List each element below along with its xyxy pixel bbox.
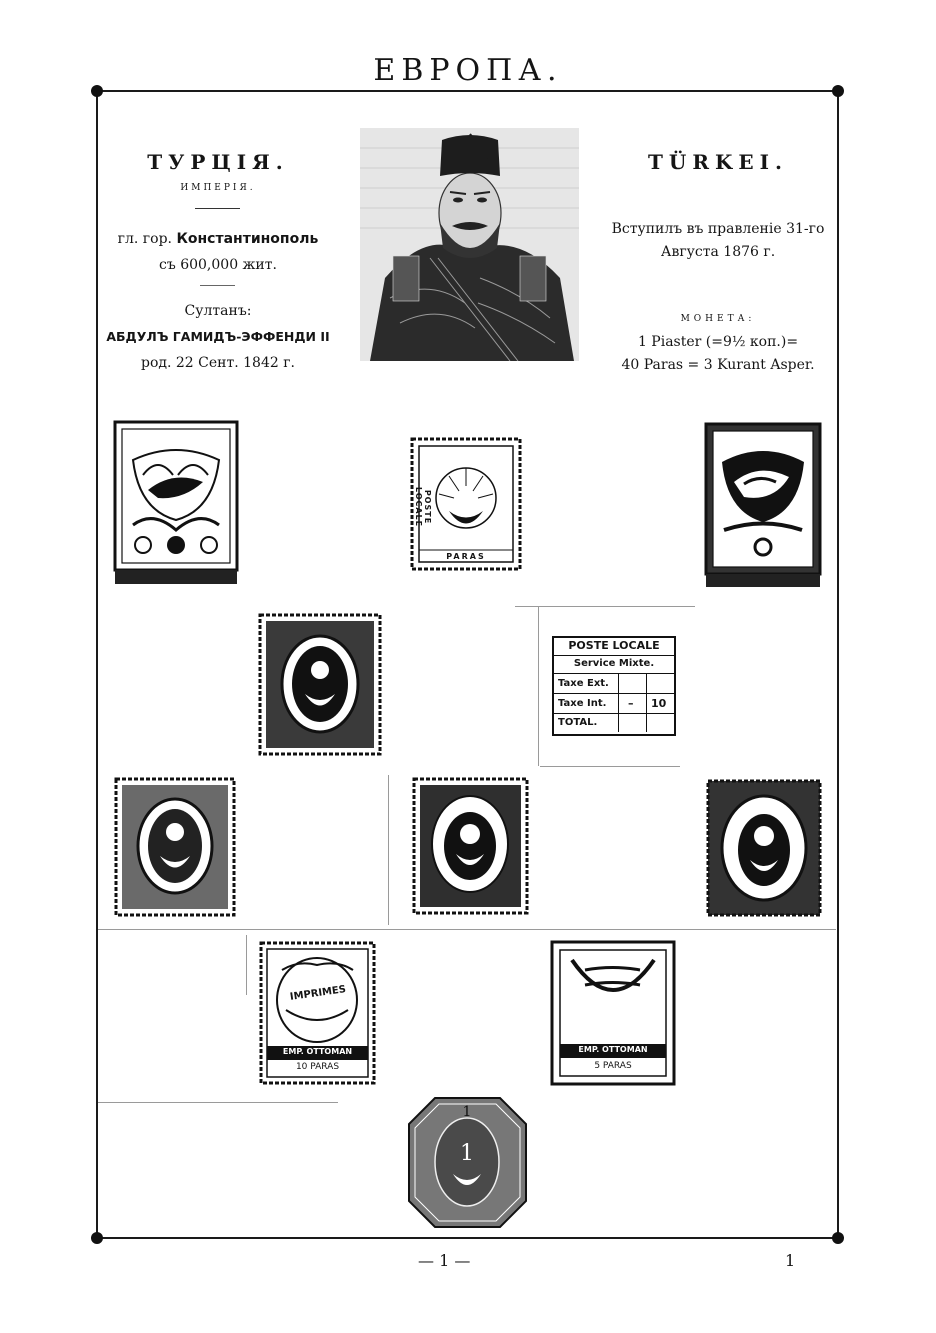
- label-row: Taxe Int.: [558, 698, 607, 709]
- label-dash: –: [628, 697, 634, 710]
- poste-locale-text: POSTE LOCALE: [414, 486, 432, 528]
- value-5-paras: 5 PARAS: [594, 1061, 632, 1071]
- stamp-tughra-1: [113, 420, 239, 585]
- label-service: Service Mixte.: [573, 658, 655, 669]
- frame-corner-dot: [91, 1232, 103, 1244]
- empire-ottoman-text: EMP. OTTOMAN: [578, 1045, 648, 1054]
- guide-line: [98, 1102, 338, 1103]
- page-number-center: — 1 —: [418, 1251, 471, 1270]
- page-title: ЕВРОПА.: [373, 53, 563, 88]
- label-value: 10: [651, 697, 667, 710]
- ruler-name: АБДУЛЪ ГАМИДЪ-ЭФФЕНДИ II: [106, 329, 330, 344]
- reign-line-2: Августа 1876 г.: [660, 244, 776, 260]
- poste-locale-label: [552, 636, 676, 736]
- capital-name: Константинополь: [176, 231, 319, 247]
- currency-line-2: 40 Paras = 3 Kurant Asper.: [621, 357, 815, 373]
- stamp-crescent-4: [705, 778, 823, 918]
- stamp-crescent-1: [257, 612, 383, 757]
- divider: [195, 208, 240, 209]
- stamp-crescent-2: [113, 776, 237, 918]
- label-title: POSTE LOCALE: [568, 639, 660, 652]
- currency-line-1: 1 Piaster (=9½ коп.)=: [637, 334, 799, 350]
- currency-title: МОНЕТА:: [680, 314, 756, 324]
- frame-corner-dot: [832, 1232, 844, 1244]
- stamp-5-paras: [550, 940, 676, 1086]
- sultan-portrait: [360, 128, 579, 361]
- frame-left-line: [96, 90, 98, 1238]
- svg-text:1: 1: [462, 1104, 472, 1120]
- frame-corner-dot: [832, 85, 844, 97]
- label-row: Taxe Ext.: [558, 678, 609, 689]
- page-number-right: 1: [785, 1251, 796, 1270]
- capital-line: [98, 231, 338, 247]
- guide-line: [515, 606, 695, 607]
- reign-line-1: Вступилъ въ правленіе 31-го: [611, 221, 825, 237]
- ruler-birth: род. 22 Сент. 1842 г.: [140, 355, 295, 371]
- label-row: TOTAL.: [558, 717, 598, 728]
- svg-text:1: 1: [460, 1141, 474, 1166]
- guide-line: [246, 935, 247, 995]
- guide-line: [540, 766, 680, 767]
- guide-line: [538, 606, 539, 766]
- country-name-german: TÜRKEI.: [648, 150, 788, 174]
- empire-ottoman-text: EMP. OTTOMAN: [282, 1047, 353, 1056]
- paras-text: PARAS: [446, 552, 486, 561]
- value-10-paras: 10 PARAS: [295, 1062, 340, 1072]
- guide-line: [98, 929, 836, 930]
- frame-corner-dot: [91, 85, 103, 97]
- capital-prefix: гл. гор.: [117, 231, 172, 247]
- stamp-poste-locale: [409, 436, 523, 572]
- stamp-octagonal: [407, 1096, 528, 1229]
- government-form: ИМПЕРІЯ.: [180, 183, 256, 193]
- ruler-title: Султанъ:: [184, 303, 252, 319]
- stamp-crescent-3: [411, 776, 530, 916]
- stamp-imprimes-10-paras: [258, 940, 377, 1086]
- frame-bottom-line: [96, 1237, 840, 1239]
- population: съ 600,000 жит.: [159, 257, 277, 273]
- frame-top-line: [96, 90, 840, 92]
- guide-line: [388, 775, 389, 925]
- divider: [200, 285, 235, 286]
- frame-right-line: [837, 90, 839, 1238]
- stamp-tughra-2: [704, 422, 822, 588]
- country-name-russian: ТУРЦІЯ.: [147, 150, 289, 174]
- imprimes-overprint: IMPRIMES: [289, 984, 347, 1003]
